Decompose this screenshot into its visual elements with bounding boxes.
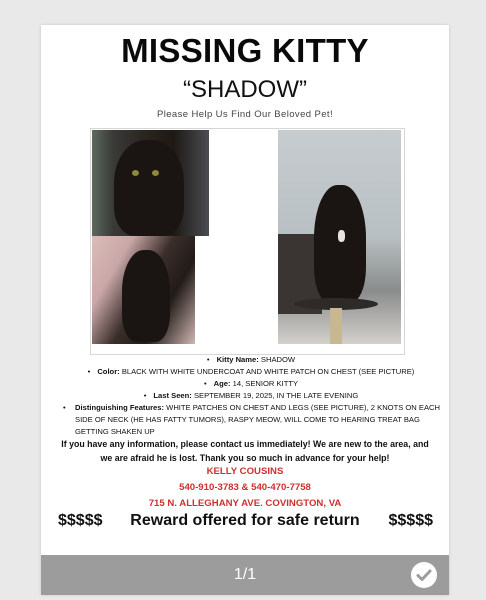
cat-photo-on-bed: [92, 236, 195, 344]
contact-line: If you have any information, please contact us immediately! We are new to the area, and: [61, 439, 429, 449]
cat-name-heading: “SHADOW”: [183, 76, 307, 103]
flyer-title: MISSING KITTY: [121, 32, 369, 69]
page-indicator: 1/1: [233, 566, 257, 583]
contact-message: [51, 437, 439, 465]
detail-label: Color:: [97, 367, 120, 376]
phone-numbers: 540-910-3783 & 540-470-7758: [179, 482, 311, 493]
detail-label: Last Seen:: [153, 391, 192, 400]
cat-photo-closeup: [92, 130, 209, 236]
detail-item: • Age: 14, SENIOR KITTY: [203, 379, 299, 388]
reward-dollars-right: $$$$$: [388, 512, 433, 529]
detail-item: • Color: BLACK WITH WHITE UNDERCOAT AND WHITE PATCH ON CHEST (SEE PICTURE): [87, 367, 415, 376]
viewer-toolbar: [41, 555, 449, 595]
detail-label: Kitty Name:: [216, 355, 259, 364]
detail-item: • Distinguishing Features: WHITE PATCHES ON CHEST AND LEGS (SEE PICTURE), 2 KNOTS ON EACH SIDE OF NECK (HE HAS FATTY TUMORS), RASPY MEOW, WILL COME TO HEARING TREAT BAG GETTING SHAKEN UP: [63, 403, 440, 436]
flyer-page: [41, 25, 449, 595]
cat-photo-collage: [90, 128, 405, 355]
detail-value: BLACK WITH WHITE UNDERCOAT AND WHITE PATCH ON CHEST (SEE PICTURE): [121, 367, 415, 376]
reward-dollars-left: $$$$$: [58, 512, 103, 529]
detail-value: 14, SENIOR KITTY: [232, 379, 299, 388]
check-circle-icon[interactable]: [411, 562, 437, 588]
detail-label: Age:: [213, 379, 231, 388]
contact-line: we are afraid he is lost. Thank you so much in advance for your help!: [100, 453, 390, 463]
owner-name: KELLY COUSINS: [206, 466, 284, 477]
detail-value: SHADOW: [260, 355, 296, 364]
detail-label: Distinguishing Features:: [75, 403, 165, 412]
detail-item: • Kitty Name: SHADOW: [206, 355, 296, 364]
reward-text: Reward offered for safe return: [130, 512, 360, 529]
detail-value: SEPTEMBER 19, 2025, IN THE LATE EVENING: [193, 391, 359, 400]
flyer-tagline: Please Help Us Find Our Beloved Pet!: [157, 109, 333, 120]
detail-value: WHITE PATCHES ON CHEST AND LEGS (SEE PICTURE), 2 KNOTS ON EACH SIDE OF NECK (HE HAS FATTY TUMORS), RASPY MEOW, WILL COME TO HEARING TREAT BAG GETTING SHAKEN UP: [75, 403, 440, 436]
detail-item: • Last Seen: SEPTEMBER 19, 2025, IN THE LATE EVENING: [143, 391, 359, 400]
reward-banner: [41, 512, 449, 534]
owner-address: 715 N. ALLEGHANY AVE. COVINGTON, VA: [148, 498, 342, 509]
cat-photo-on-cat-tree: [278, 130, 401, 344]
cat-details-list: [61, 354, 441, 438]
